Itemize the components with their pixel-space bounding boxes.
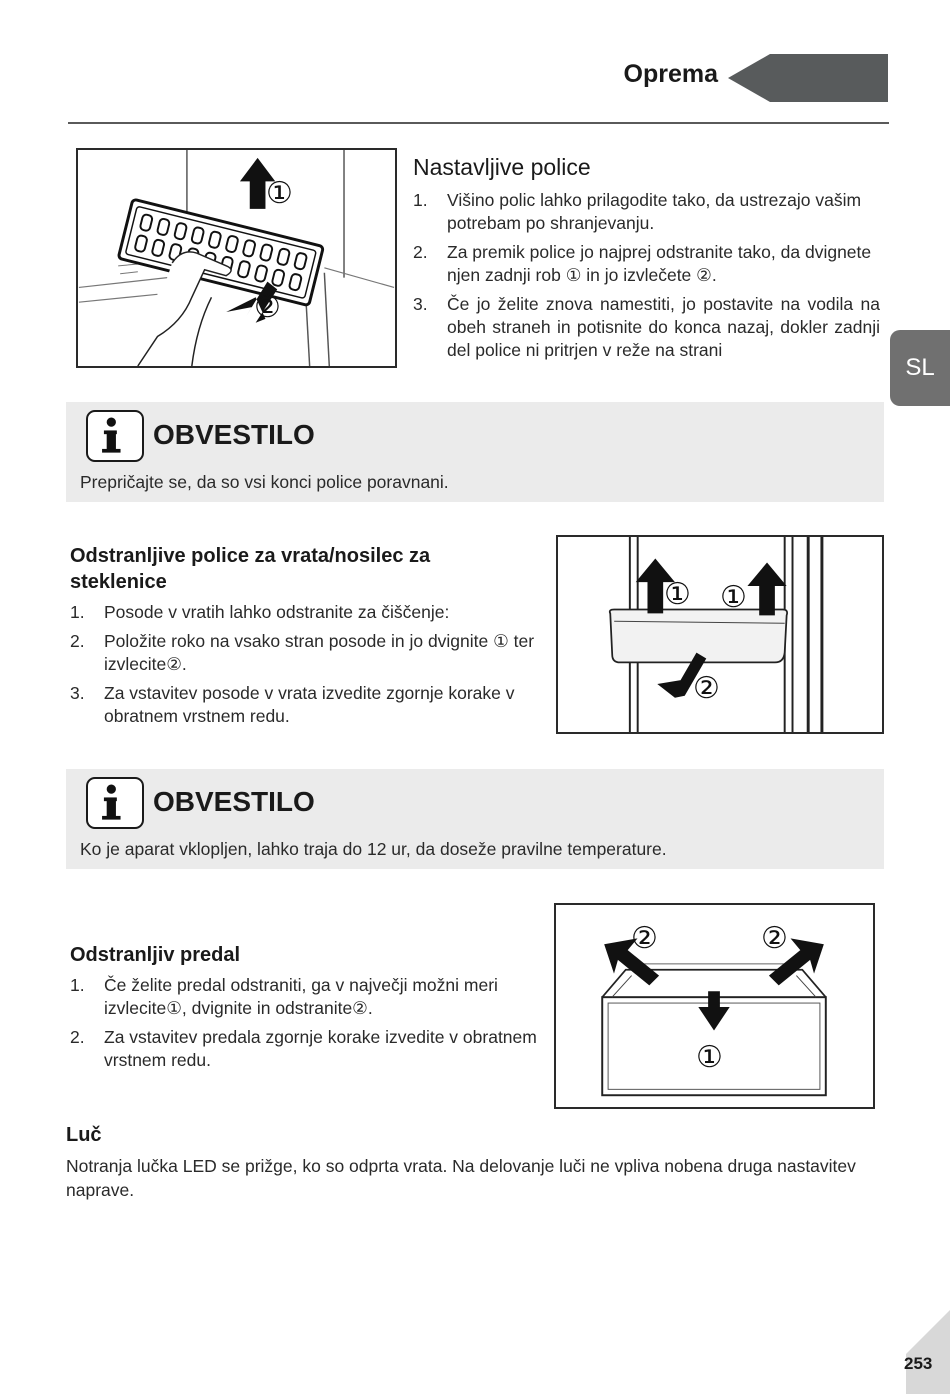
notice-box [66,769,884,869]
notice-box [66,402,884,502]
language-tab-label: SL [905,354,935,381]
figure-label-1: ① [266,176,293,211]
header-divider [68,122,889,124]
door-bin-removal-figure [556,535,884,734]
notice-title: OBVESTILO [153,786,315,817]
door-shelves-steps [70,601,540,734]
figure-label-1: ① [696,1040,723,1075]
shelf-removal-figure [76,148,397,368]
drawer-steps [70,974,544,1078]
list-item: 2. Za premik police jo najprej odstranite tako, da dvignete njen zadnji rob ① in jo izvlečete ②. [413,242,872,285]
list-item: 1. Višino polic lahko prilagodite tako, da ustrezajo vašim potrebam po shranjevanju. [413,190,862,233]
adjustable-shelves-steps [413,189,880,368]
figure-label-2b: ② [761,921,788,956]
list-item: 1. Posode v vratih lahko odstranite za čiščenje: [70,602,450,622]
figure-label-1b: ① [720,580,747,615]
drawer-removal-figure [554,903,875,1109]
notice-text: Prepričajte se, da so vsi konci police poravnani. [80,472,449,492]
drawer-heading: Odstranljiv predal [70,944,241,966]
notice-title: OBVESTILO [153,419,315,450]
door-shelves-heading: Odstranljive police za vrata/nosilec za steklenice [70,545,431,593]
light-heading: Luč [66,1124,102,1146]
list-item: 3. Za vstavitev posode v vrata izvedite zgornje korake v obratnem vrstnem redu. [70,683,515,726]
figure-label-2a: ② [631,921,658,956]
page-section-title: Oprema [623,60,718,88]
figure-label-1a: ① [664,577,691,612]
light-text: Notranja lučka LED se prižge, ko so odprta vrata. Na delovanje luči ne vpliva nobena druga nastavitev naprave. [66,1156,856,1200]
page-corner-shape [906,1310,950,1394]
figure-label-2: ② [254,290,281,325]
list-item: 2. Položite roko na vsako stran posode in jo dvignite ① ter izvlecite②. [70,631,535,674]
info-icon [86,777,144,829]
language-tab [890,330,950,406]
list-item: 3. Če jo želite znova namestiti, jo postavite na vodila na obeh straneh in potisnite do konca nazaj, dokler zadnji del police ni pritrjen v reže na strani [413,294,880,360]
figure-label-2: ② [693,671,720,706]
list-item: 1. Če želite predal odstraniti, ga v največji možni meri izvlecite①, dvignite in odstranite②. [70,975,498,1018]
list-item: 2. Za vstavitev predala zgornje korake izvedite v obratnem vrstnem redu. [70,1027,537,1070]
info-icon [86,410,144,462]
notice-text: Ko je aparat vklopljen, lahko traja do 12 ur, da doseže pravilne temperature. [80,839,667,859]
adjustable-shelves-heading: Nastavljive police [413,154,591,180]
header-tab-shape [728,54,888,102]
page-number: 253 [904,1354,933,1373]
